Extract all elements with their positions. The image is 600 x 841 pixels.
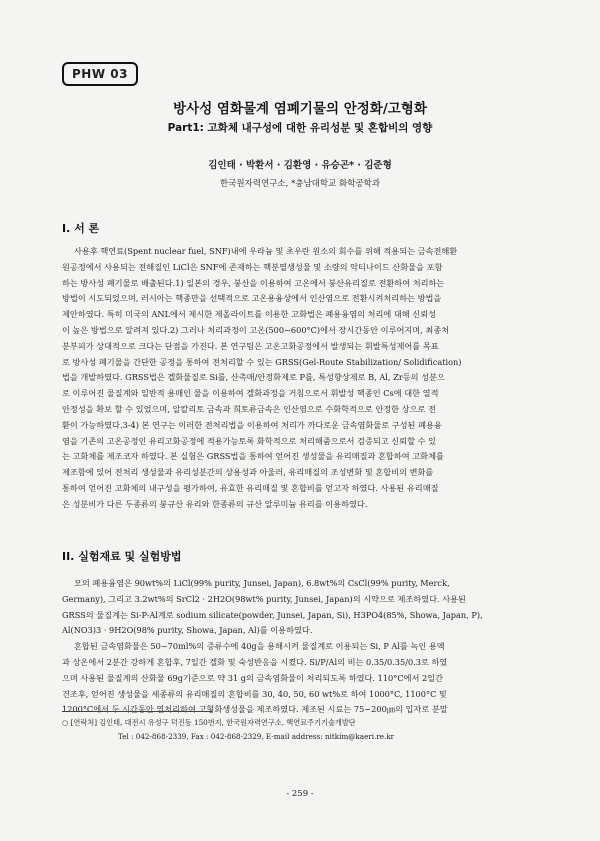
affiliation: 한국원자력연구소, *충남대학교 화학공학과 bbox=[219, 179, 381, 189]
body-line: 는 고화체를 제조코자 하였다. 본 실험은 GRSS법을 통하여 얻어진 생성물을 유리매질과 혼합하여 고화체를 bbox=[62, 451, 444, 462]
body-line: 환이 가능하였다.3-4) 본 연구는 이러한 전처리법을 이용하여 처리가 까다로운 금속염화물로 구성된 폐용융 bbox=[62, 419, 442, 430]
body-line: 1200°C에서 두 시간동안 열처리하여 고형화생성물을 제조하였다. 제조된 시료는 75~200㎛의 입자로 분말 bbox=[62, 704, 448, 715]
body-line: 건조후, 얻어진 생성물을 세종류의 유리매질의 혼합비를 30, 40, 50, 60 wt%로 하여 1000°C, 1100°C 및 bbox=[62, 688, 447, 699]
body-line: 통하여 얻어진 고화체의 내구성을 평가하여, 유효한 유리매질 및 혼합비를 얻고자 하였다. 사용된 유리매질 bbox=[62, 482, 439, 493]
body-line: 하는 방사성 폐기물로 배출된다.1) 일본의 경우, 붕산을 이용하여 고온에서 붕산유리질로 전환하여 처리하는 bbox=[62, 277, 445, 288]
section-heading-materials-methods: II. 실험재료 및 실험방법 bbox=[62, 550, 182, 563]
body-line: 과 상온에서 2분간 강하게 혼합후, 7일간 겔화 및 숙성반응을 시켰다. Si/P/Al의 비는 0.35/0.35/0.3로 하였 bbox=[62, 656, 448, 667]
body-line: 안정성을 확보 할 수 있었으며, 알칼리토 금속과 희토류금속은 인산염으로 수화학적으로 안정한 상으로 전 bbox=[62, 403, 436, 414]
body-line: 은 성분비가 다른 두종류의 붕규산 유리와 한종류의 규산 알루미늄 유리를 이용하였다. bbox=[62, 498, 368, 509]
paper-subtitle: Part1: 고화체 내구성에 대한 유리성분 및 혼합비의 영향 bbox=[167, 122, 433, 134]
author-list: 김인태 · 박환서 · 김환영 · 유승곤* · 김준형 bbox=[208, 160, 392, 171]
body-line: 원공정에서 사용되는 전해질인 LiCl은 SNF에 존재하는 핵분열생성물 및 소량의 악티나이드 산화물을 포함 bbox=[62, 261, 443, 272]
body-line: 분부피가 상대적으로 크다는 단점을 가진다. 본 연구팀은 고온고화공정에서 발생되는 휘발특성제어를 목표 bbox=[62, 340, 439, 351]
body-line: Al(NO3)3 · 9H2O(98% purity, Showa, Japan, Al)를 이용하였다. bbox=[62, 625, 313, 636]
footnote-contact: ○ [연락처] 김인태, 대전시 유성구 덕진동 150번지, 한국원자력연구소, 핵연료주기기술개발단 bbox=[62, 718, 356, 727]
methods-body bbox=[62, 576, 540, 718]
body-line: 로 이루어진 물질계와 일반적 용매인 물을 이용하여 겔화과정을 거침으로서 휘발성 핵종인 Cs에 대한 열적 bbox=[62, 388, 439, 399]
introduction-body bbox=[62, 244, 540, 513]
footnote-phone-email: Tel : 042-868-2339, Fax : 042-868-2329, E-mail address: nitkim@kaeri.re.kr bbox=[118, 732, 395, 741]
paper-title: 방사성 염화물계 염폐기물의 안정화/고형화 bbox=[173, 101, 427, 117]
body-line: 염을 기존의 고온공정인 유리고화공정에 적용가능토록 화학적으로 처리해줌으로서 검증되고 신뢰할 수 있 bbox=[62, 435, 437, 446]
paper-code-badge: PHW 03 bbox=[62, 62, 138, 86]
body-line: 방법이 시도되었으며, 러시아는 핵종만을 선택적으로 고온용융상에서 인산염으로 전환시켜처리하는 방법을 bbox=[62, 293, 442, 304]
body-line: 사용후 핵연료(Spent nuclear fuel, SNF)내에 우라늄 및 초우란 원소의 회수를 위해 적용되는 금속전해환 bbox=[74, 246, 458, 256]
body-line: 제안하였다. 특히 미국의 ANL에서 제시한 제올라이트를 이용한 고화법은 폐용융염의 처리에 대해 신뢰성 bbox=[62, 309, 437, 320]
body-line: GRSS의 물질계는 Si-P-Al계로 sodium silicate(powder, Junsei, Japan, Si), H3PO4(85%, Showa, Japan, P), bbox=[62, 609, 483, 620]
section-heading-introduction: I. 서 론 bbox=[62, 222, 100, 235]
body-line: 법을 개발하였다. GRSS법은 겔화물질로 Si를, 산촉매/안정화제로 P를, 특성향상제로 B, Al, Zr등의 성분으 bbox=[62, 372, 445, 383]
body-line: 으며 사용된 물질계의 산화물 69g기준으로 약 31 g의 금속염화물이 처리되도록 하였다. 110°C에서 2일간 bbox=[62, 672, 444, 683]
body-line: 혼합된 금속염화물은 50~70ml%의 증류수에 40g을 용해시켜 물질계로 이용되는 Si, P Al를 녹인 용액 bbox=[74, 641, 445, 652]
body-line: 모의 폐용융염은 90wt%의 LiCl(99% purity, Junsei, Japan), 6.8wt%의 CsCl(99% purity, Merck, bbox=[74, 578, 450, 588]
body-line: Germany), 그리고 3.2wt%의 SrCl2 · 2H2O(98wt% purity, Junsei, Japan)의 시약으로 제조하였다. 사용된 bbox=[62, 593, 466, 604]
body-line: 이 높은 방법으로 알려져 있다.2) 그러나 처리과정이 고온(500~600°C)에서 장시간동안 이루어지며, 최종처 bbox=[62, 324, 450, 335]
page-number: - 259 - bbox=[286, 789, 314, 799]
body-line: 제조함에 있어 전처리 생성물과 유리성분간의 상용성과 아울러, 유리매질의 조성변화 및 혼합비의 변화를 bbox=[62, 467, 434, 478]
body-line: 로 방사성 폐기물을 간단한 공정을 통하여 전처리할 수 있는 GRSS(Gel-Route Stabilization/ Solidification) bbox=[62, 356, 462, 367]
footnote-divider bbox=[62, 711, 212, 712]
